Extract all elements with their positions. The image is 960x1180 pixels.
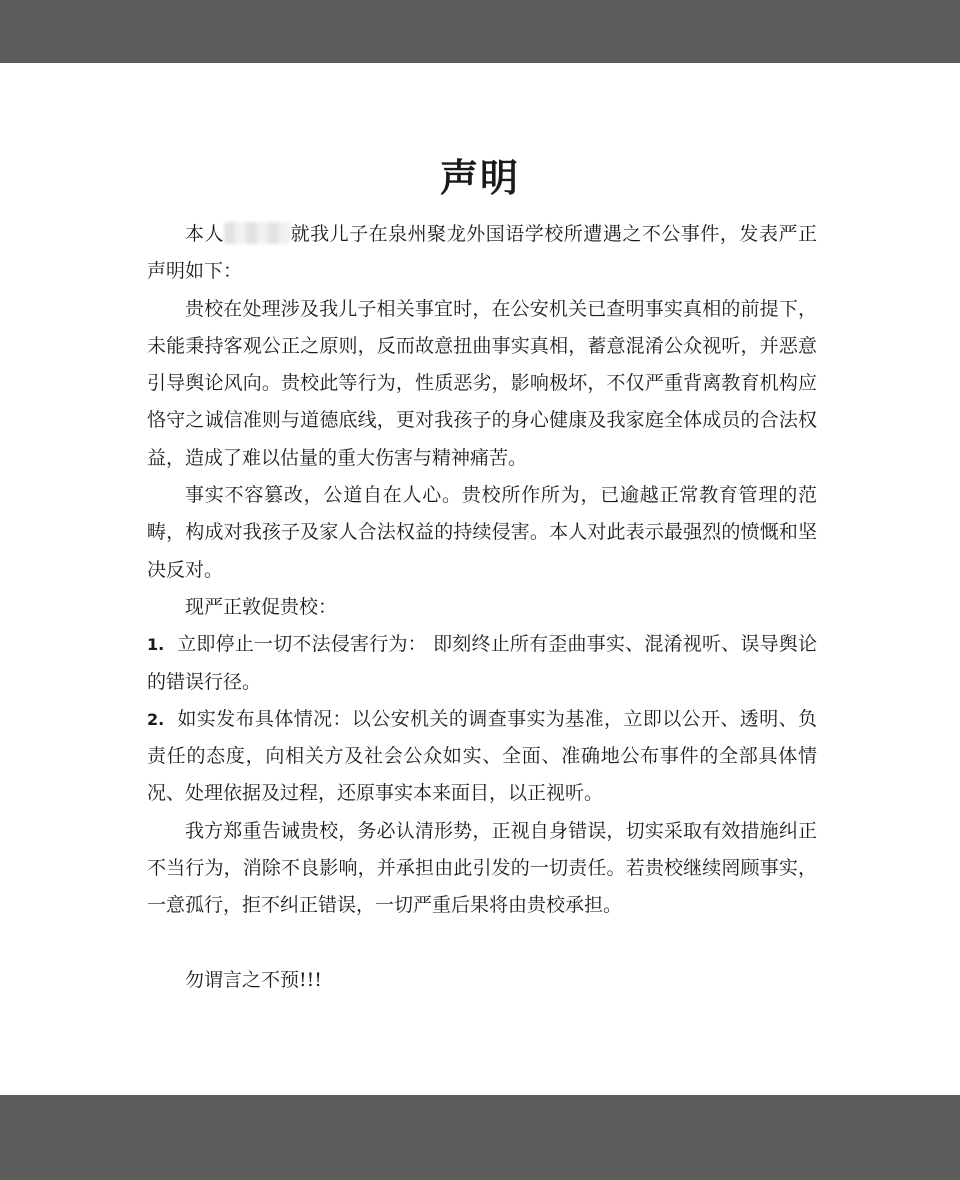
paragraph-warning: 我方郑重告诫贵校，务必认清形势，正视自身错误，切实采取有效措施纠正不当行为，消除不良影响，并承担由此引发的一切责任。若贵校继续罔顾事实，一意孤行，拒不纠正错误，一切严重后果将由贵校承担。 — [147, 819, 817, 917]
opening-prefix: 本人 — [185, 223, 225, 245]
paragraph-facts: 事实不容篡改，公道自在人心。贵校所作所为，已逾越正常教育管理的范畴，构成对我孩子及家人合法权益的持续侵害。本人对此表示最强烈的愤慨和坚决反对。 — [147, 484, 817, 581]
blank-line — [147, 925, 817, 962]
redacted-name-blur — [224, 222, 290, 244]
demand-item-1 — [147, 626, 817, 701]
document-title: 声明 — [439, 155, 520, 200]
opening-paragraph — [147, 216, 817, 291]
item-number: 1. — [147, 635, 165, 655]
top-frame-bar — [0, 0, 960, 63]
item-number: 2. — [147, 709, 165, 729]
document-body — [147, 216, 817, 999]
bottom-frame-bar — [0, 1095, 960, 1180]
item-text: 如实发布具体情况：以公安机关的调查事实为基准，立即以公开、透明、负责任的态度，向相关方及社会公众如实、全面、准确地公布事件的全部具体情况、处理依据及过程，还原事实本来面目，以正视听。 — [147, 707, 817, 805]
demand-item-2 — [147, 701, 817, 813]
item-text: 立即停止一切不法侵害行为： 即刻终止所有歪曲事实、混淆视听、误导舆论的错误行径。 — [147, 633, 817, 693]
paragraph-demand-intro: 现严正敦促贵校： — [185, 595, 338, 618]
paragraph-conduct: 贵校在处理涉及我儿子相关事宜时，在公安机关已查明事实真相的前提下，未能秉持客观公正之原则，反而故意扭曲事实真相，蓄意混淆公众视听，并恶意引导舆论风向。贵校此等行为，性质恶劣，影响极坏，不仅严重背离教育机构应恪守之诚信准则与道德底线，更对我孩子的身心健康及我家庭全体成员的合法权益，造成了难以估量的重大伤害与精神痛苦。 — [147, 297, 817, 469]
opening-text: 就我儿子在泉州聚龙外国语学校所遭遇之不公事件，发表严正声明如下： — [147, 223, 817, 283]
closing-line: 勿谓言之不预!!! — [185, 968, 322, 991]
